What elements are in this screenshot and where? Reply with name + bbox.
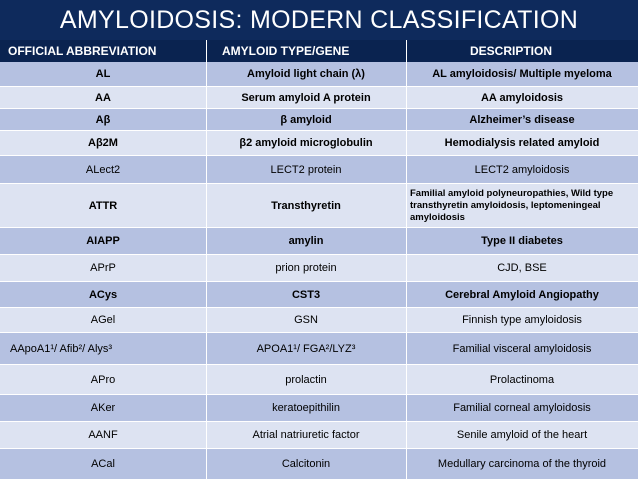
column-divider bbox=[406, 40, 407, 479]
abbreviation-cell: ACys bbox=[88, 288, 118, 301]
abbreviation-cell: Aβ bbox=[95, 113, 111, 126]
description-cell: Prolactinoma bbox=[489, 373, 555, 386]
description-cell: Hemodialysis related amyloid bbox=[444, 137, 600, 149]
description-cell: Familial amyloid polyneuropathies, Wild type transthyretin amyloidosis, leptomeningeal amyloidosis bbox=[410, 187, 614, 223]
abbreviation-cell: ATTR bbox=[88, 199, 118, 212]
description-cell: Cerebral Amyloid Angiopathy bbox=[445, 288, 599, 301]
table-row bbox=[0, 255, 638, 282]
description-cell: Type II diabetes bbox=[481, 235, 563, 247]
table-row bbox=[0, 333, 638, 365]
abbreviation-cell: APro bbox=[90, 373, 116, 386]
type-cell: Atrial natriuretic factor bbox=[252, 429, 360, 441]
description-cell: Alzheimer’s disease bbox=[469, 113, 575, 126]
table-row bbox=[0, 156, 638, 184]
table-row bbox=[0, 282, 638, 308]
table-header bbox=[0, 40, 638, 62]
table-body bbox=[0, 62, 638, 479]
type-cell: Amyloid light chain (λ) bbox=[247, 68, 365, 80]
abbreviation-cell: AIAPP bbox=[86, 235, 120, 247]
description-cell: CJD, BSE bbox=[497, 262, 547, 274]
description-cell: AA amyloidosis bbox=[480, 91, 564, 104]
table-row bbox=[0, 365, 638, 395]
type-cell: prion protein bbox=[275, 262, 337, 274]
description-cell: LECT2 amyloidosis bbox=[474, 163, 570, 176]
description-cell: Familial corneal amyloidosis bbox=[453, 402, 591, 414]
type-cell: β amyloid bbox=[280, 113, 332, 126]
type-cell: CST3 bbox=[291, 288, 321, 301]
table-row bbox=[0, 422, 638, 449]
table-row bbox=[0, 87, 638, 109]
abbreviation-cell: AA bbox=[95, 91, 111, 104]
table-row bbox=[0, 131, 638, 156]
abbreviation-cell: AGel bbox=[90, 314, 116, 326]
table-row bbox=[0, 395, 638, 422]
slide-title: AMYLOIDOSIS: MODERN CLASSIFICATION bbox=[59, 6, 579, 34]
description-cell: Medullary carcinoma of the thyroid bbox=[437, 458, 607, 470]
type-cell: Serum amyloid A protein bbox=[241, 91, 371, 104]
type-cell: APOA1¹/ FGA²/LYZ³ bbox=[256, 342, 356, 355]
table-row bbox=[0, 228, 638, 255]
header-description: DESCRIPTION bbox=[470, 44, 553, 58]
header-type: AMYLOID TYPE/GENE bbox=[222, 44, 350, 58]
description-cell: Familial visceral amyloidosis bbox=[452, 342, 592, 355]
type-cell: Calcitonin bbox=[281, 458, 331, 470]
table-row bbox=[0, 308, 638, 333]
description-cell: Senile amyloid of the heart bbox=[456, 429, 588, 441]
table-row bbox=[0, 109, 638, 131]
abbreviation-cell: AApoA1¹/ Afib²/ Alys³ bbox=[10, 342, 113, 355]
type-cell: LECT2 protein bbox=[270, 163, 342, 176]
type-cell: keratoepithilin bbox=[272, 402, 340, 414]
description-cell: Finnish type amyloidosis bbox=[462, 314, 582, 326]
table-row bbox=[0, 184, 638, 228]
abbreviation-cell: ALect2 bbox=[85, 163, 121, 176]
type-cell: GSN bbox=[294, 314, 318, 326]
type-cell: Transthyretin bbox=[271, 199, 341, 212]
abbreviation-cell: AL bbox=[95, 68, 111, 80]
abbreviation-cell: AKer bbox=[90, 402, 116, 414]
header-abbreviation: OFFICIAL ABBREVIATION bbox=[8, 44, 157, 58]
abbreviation-cell: Aβ2M bbox=[88, 137, 118, 149]
abbreviation-cell: ACal bbox=[91, 458, 115, 470]
type-cell: amylin bbox=[288, 235, 324, 247]
abbreviation-cell: AANF bbox=[88, 429, 118, 441]
type-cell: β2 amyloid microglobulin bbox=[239, 137, 373, 149]
table-row bbox=[0, 62, 638, 87]
description-cell: AL amyloidosis/ Multiple myeloma bbox=[432, 68, 612, 80]
abbreviation-cell: APrP bbox=[90, 262, 116, 274]
table-row bbox=[0, 449, 638, 479]
type-cell: prolactin bbox=[285, 373, 327, 386]
column-divider bbox=[206, 40, 207, 479]
